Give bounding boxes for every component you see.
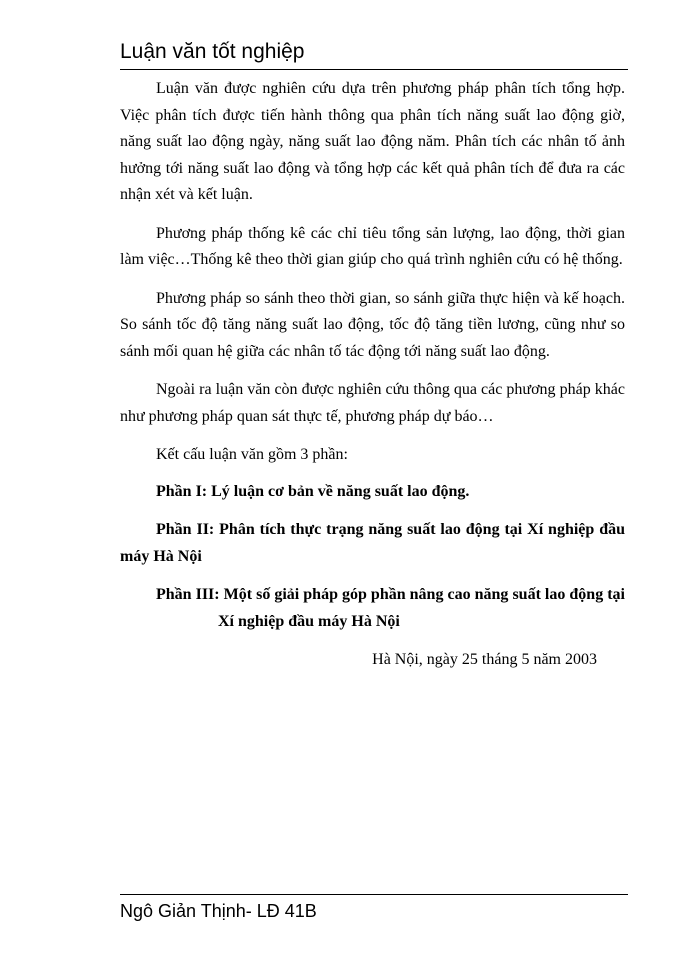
- header-divider: [120, 69, 628, 70]
- part-3-heading: Phần III: Một số giải pháp góp phần nâng cao năng suất lao động tại Xí nghiệp đầu máy Hà Nội: [156, 586, 625, 630]
- date-line: Hà Nội, ngày 25 tháng 5 năm 2003: [372, 651, 597, 668]
- paragraph-method-other: Ngoài ra luận văn còn được nghiên cứu thông qua các phương pháp khác như phương pháp quan sát thực tế, phương pháp dự báo…: [120, 381, 625, 425]
- paragraph-method-statistics: Phương pháp thống kê các chỉ tiêu tổng sản lượng, lao động, thời gian làm việc…Thống kê theo thời gian giúp cho quá trình nghiên cứu có hệ thống.: [120, 224, 625, 268]
- paragraph-method-synthesis: Luận văn được nghiên cứu dựa trên phương pháp phân tích tổng hợp. Việc phân tích được tiến hành thông qua phân tích năng suất lao động giờ, năng suất lao động ngày, năng suất lao động năm. Phân tích các nhân tố ảnh hưởng tới năng suất lao động và tổng hợp các kết quả phân tích để đưa ra các nhận xét và kết luận.: [120, 80, 625, 203]
- footer-divider: [120, 894, 628, 895]
- footer-author: Ngô Giản Thịnh- LĐ 41B: [120, 901, 317, 921]
- document-body: [120, 76, 625, 674]
- paragraph-method-comparison: Phương pháp so sánh theo thời gian, so sánh giữa thực hiện và kế hoạch. So sánh tốc độ tăng năng suất lao động, tốc độ tăng tiền lương, cũng như so sánh mối quan hệ giữa các nhân tố tác động tới năng suất lao động.: [120, 289, 625, 360]
- page-header-title: Luận văn tốt nghiệp: [120, 40, 305, 63]
- structure-intro: Kết cấu luận văn gồm 3 phần:: [156, 446, 348, 463]
- part-2-heading: Phần II: Phân tích thực trạng năng suất lao động tại Xí nghiệp đầu máy Hà Nội: [120, 521, 625, 565]
- part-1-heading: Phần I: Lý luận cơ bản về năng suất lao động.: [156, 482, 470, 500]
